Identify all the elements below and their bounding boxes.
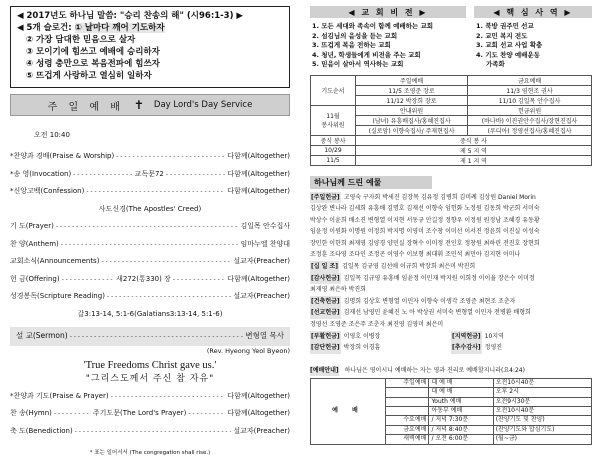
list-item: [감사헌금] 김일목 김규영 유흥배 임윤정 이민재 박지원 이희정 이이율 장은수 이미정 <box>310 273 592 285</box>
list-item: 장민한 이한희 최재영 김양경 양민실 장혁수 이미정 전인호 정창원 최하린 전진호 장현희 <box>310 239 540 247</box>
service-title-en: Day Lord's Day Service <box>153 100 253 110</box>
church-vision-list <box>312 22 466 70</box>
core-ministry-title: ◀ 핵 심 사 역 ▶ <box>474 6 592 18</box>
list-item: 조정훈 조다영 조다인 조정곤 이영수 이보형 최대휘 조민석 최민아 김지현 이미나 <box>310 251 521 259</box>
offering-list <box>310 192 592 354</box>
meal-label: 중식 봉사 <box>311 135 356 145</box>
table-row: 예 배 주일예배 대 예 배 오전10시40분 <box>311 378 592 387</box>
worship-label: 예 배 <box>311 378 386 444</box>
table-cell: 11/5 조영준 장로 <box>356 85 468 95</box>
slogan-item: ③ 모이기에 힘쓰고 예배에 승리하자 <box>25 47 160 57</box>
vision-item: 2. 섬김님의 음성을 듣는 교회 <box>312 31 398 40</box>
vision-item: 4. 청년, 학생들에게 비전을 주는 교회 <box>312 50 421 59</box>
table-cell: (루디아) 정영선집사/홍혜진집사 <box>468 125 592 135</box>
table-header: 중식 봉 사 <box>356 135 592 145</box>
table-row <box>311 75 592 85</box>
sermon-bar <box>10 327 290 346</box>
list-item: [건축헌금] 김명희 김상호 변형열 이민자 이향숙 이생각 조영준 최현조 조춘자 <box>310 296 592 308</box>
slogan-title: ◀ 5개 슬로건: <box>17 23 72 33</box>
service-time: 오전 10:40 <box>34 131 70 139</box>
table-header: 헌금위원 <box>468 105 592 115</box>
order-item: 성경봉독(Scripture Reading) - - - 설교자(Preacher) <box>10 288 290 306</box>
duty-table <box>310 75 592 166</box>
list-item: [주일헌금] 고영숙 구자회 박세진 김장목 김유정 김병희 김미례 김상원 Daniel Morin <box>310 192 592 204</box>
core-item: 2. 교민 복지 전도 <box>476 31 528 40</box>
vision-item: 3. 뜨겁게 복음 전하는 교회 <box>312 41 391 49</box>
table-cell: 11/12 박장희 장로 <box>356 95 468 105</box>
core-ministry <box>474 6 592 70</box>
slogan-item: ① 날마다 깨어 기도하자 <box>74 23 165 33</box>
sermon-title-ko: "그리스도께서 주신 참 자유" <box>85 373 215 384</box>
order-item: *신앙고백(Confession) - - - 다함께(Altogether) <box>10 183 290 201</box>
prayer-label: 기도순서 <box>311 75 356 105</box>
table-cell: (실로암) 이향숙집사/ 주재현집사 <box>356 125 468 135</box>
slogan-box <box>10 6 290 88</box>
table-header: 금요예배 <box>468 75 592 85</box>
order-item: 헌 금(Offering) - - - 새272(통330) 장 - - - 다함께(Altogether) <box>10 271 290 289</box>
vision-item: 1. 모든 세대와 족속이 함께 예배하는 교회 <box>312 22 434 30</box>
table-row: 대 예 배 오후 2시 <box>311 388 592 397</box>
worship-table <box>310 378 592 445</box>
table-header: 주일예배 <box>356 75 468 85</box>
table-row: 새벽예배 / 오전 6:00분 (월~금) <box>311 435 592 444</box>
core-item: 가족화 <box>486 60 505 68</box>
table-cell: (남녀) 유흥배집사/홍혜진집사 <box>356 115 468 125</box>
table-cell: 11/3 염현조 권사 <box>468 85 592 95</box>
core-item: 4. 기도 찬양 예배운동 <box>476 50 541 59</box>
cross-icon: ✝ <box>133 98 144 112</box>
table-cell: 제 5 지 역 <box>356 145 592 155</box>
sermon-item: 설 교(Sermon) - - - 변형열 목사 <box>16 327 284 346</box>
service-title-bar <box>10 94 290 116</box>
table-cell: 제 1 지 역 <box>356 155 592 165</box>
table-row: 수요예배 / 저녁 7:30분 (찬양기도 및 찬양) <box>311 416 592 425</box>
slogan-item: ⑤ 뜨겁게 사랑하고 열심히 일하자 <box>25 71 152 81</box>
vision-item: 5. 믿음이 살아서 역사하는 교회 <box>312 60 404 68</box>
order-item: 찬 송(Hymn) - - - 주기도문(The Lord's Prayer) - - - 다함께(Altogether) <box>10 405 290 423</box>
creed-label: 사도신경(The Apostles' Creed) <box>98 204 202 213</box>
table-header: 안내위원 <box>356 105 468 115</box>
church-vision <box>310 6 466 70</box>
order-of-worship-closing <box>10 388 290 441</box>
list-item: 김상완 변나라 김세희 유흥배 김명호 김재선 이향숙 임헌화 노정원 김동희 박군희 서미숙 <box>310 205 540 213</box>
bulletin-right-page <box>300 0 600 463</box>
service-title-ko: 주 일 예 배 <box>47 101 124 113</box>
slogan-row <box>17 22 283 34</box>
slogan-row <box>17 58 283 70</box>
table-cell: 11/5 <box>311 155 356 165</box>
slogan-row <box>17 34 283 46</box>
slogan-row <box>17 46 283 58</box>
list-item: [십 일 조] 김일목 김규영 김선애 이규희 박장희 최은미 박진희 <box>310 261 592 273</box>
vision-section <box>310 6 592 70</box>
order-item: *송 영(Invocation) - - - 교독문72 - - - 다함께(Altogether) <box>10 166 290 184</box>
slogan-row <box>17 70 283 82</box>
slogan-item: ② 가장 담대한 믿음으로 살자 <box>25 35 136 45</box>
table-row <box>311 135 592 145</box>
core-item: 3. 교회 선교 사업 확충 <box>476 41 543 49</box>
list-item: 박상수 이윤희 배소진 변형열 이지현 서동규 안길정 정향우 이정원 원정남 조혜경 유동황 <box>310 216 540 224</box>
sermon-title-en: 'True Freedoms Christ gave us.' <box>83 359 217 371</box>
table-row: 아동부 예배 오전10시40분 <box>311 407 592 416</box>
worship-guide <box>310 366 592 445</box>
worship-caption: [예배안내] 하나님은 영이시니 예배하는 자는 영과 진리로 예배할지니라(요4:24) <box>310 366 525 374</box>
order-item: 교회소식(Announcements) - - - 설교자(Preacher) <box>10 253 290 271</box>
list-item: 임윤정 이원화 이명원 이정희 박지명 이영미 조수창 이미선 이서진 정윤희 이진실 이성숙 <box>310 228 540 236</box>
core-ministry-list <box>476 22 592 70</box>
list-item: [선교헌금] 김재선 남영민 윤혜진 노 아 박상권 서미숙 변형열 이민자 전병환 배형희 <box>310 307 592 319</box>
table-cell: (바나바) 이진권안수집사/장현진집사 <box>468 115 592 125</box>
table-row: 금요예배 / 저녁 8:40분 (찬양기도와 합심기도) <box>311 425 592 434</box>
table-row <box>311 105 592 115</box>
list-item: 최재영 최은하 박진희 <box>310 286 366 294</box>
table-row <box>311 145 592 155</box>
scripture-reference: 갈3:13-14, 5:1-6(Galatians3:13-14, 5:1-6) <box>77 309 223 318</box>
order-item: *찬양과 기도(Praise & Prayer) - - - 다함께(Altogether) <box>10 388 290 406</box>
order-of-worship <box>10 148 290 323</box>
order-item: *찬양과 경배(Praise & Worship) - - - 다함께(Altogether) <box>10 148 290 166</box>
yearly-verse: ◀ 2017년도 하나님 말씀: "승리 찬송의 해" (시96:1-3) ▶ <box>17 11 243 21</box>
table-cell: 11/10 김일목 안수집사 <box>468 95 592 105</box>
list-item: [부활헌금] 이영호 이병장 [지역헌금] 10지역 <box>310 331 592 343</box>
order-item: 축 도(Benediction) - - - 설교자(Preacher) <box>10 423 290 441</box>
table-cell: 10/29 <box>311 145 356 155</box>
table-row <box>311 155 592 165</box>
list-item: 정영선 조영준 조은주 조춘자 최진영 김영미 최은미 <box>310 321 444 329</box>
usher-label: 11월 봉사위원 <box>311 105 356 135</box>
standing-note: * 표는 일어서서 (The congregation shall rise.) <box>89 450 211 456</box>
core-item: 1. 북방 권주민 선교 <box>476 22 534 30</box>
list-item: [감단헌금] 박장희 이경흠 [추수감사] 정영진 <box>310 342 592 354</box>
offering-title: 하나님께 드린 예물 <box>310 176 432 189</box>
preacher-english-name: (Rev. Hyeong Yeol Byeon) <box>206 346 290 355</box>
order-item: 찬 양(Anthem) - - - 임마누엘 찬양대 <box>10 236 290 254</box>
order-item: 기 도(Prayer) - - - 김일목 안수집사 <box>10 218 290 236</box>
slogan-item: ④ 성령 충만으로 복음전파에 힘쓰자 <box>25 59 160 69</box>
church-vision-title: ◀ 교 회 비 전 ▶ <box>310 6 466 18</box>
table-row: Youth 예배 오전9시30분 <box>311 397 592 406</box>
